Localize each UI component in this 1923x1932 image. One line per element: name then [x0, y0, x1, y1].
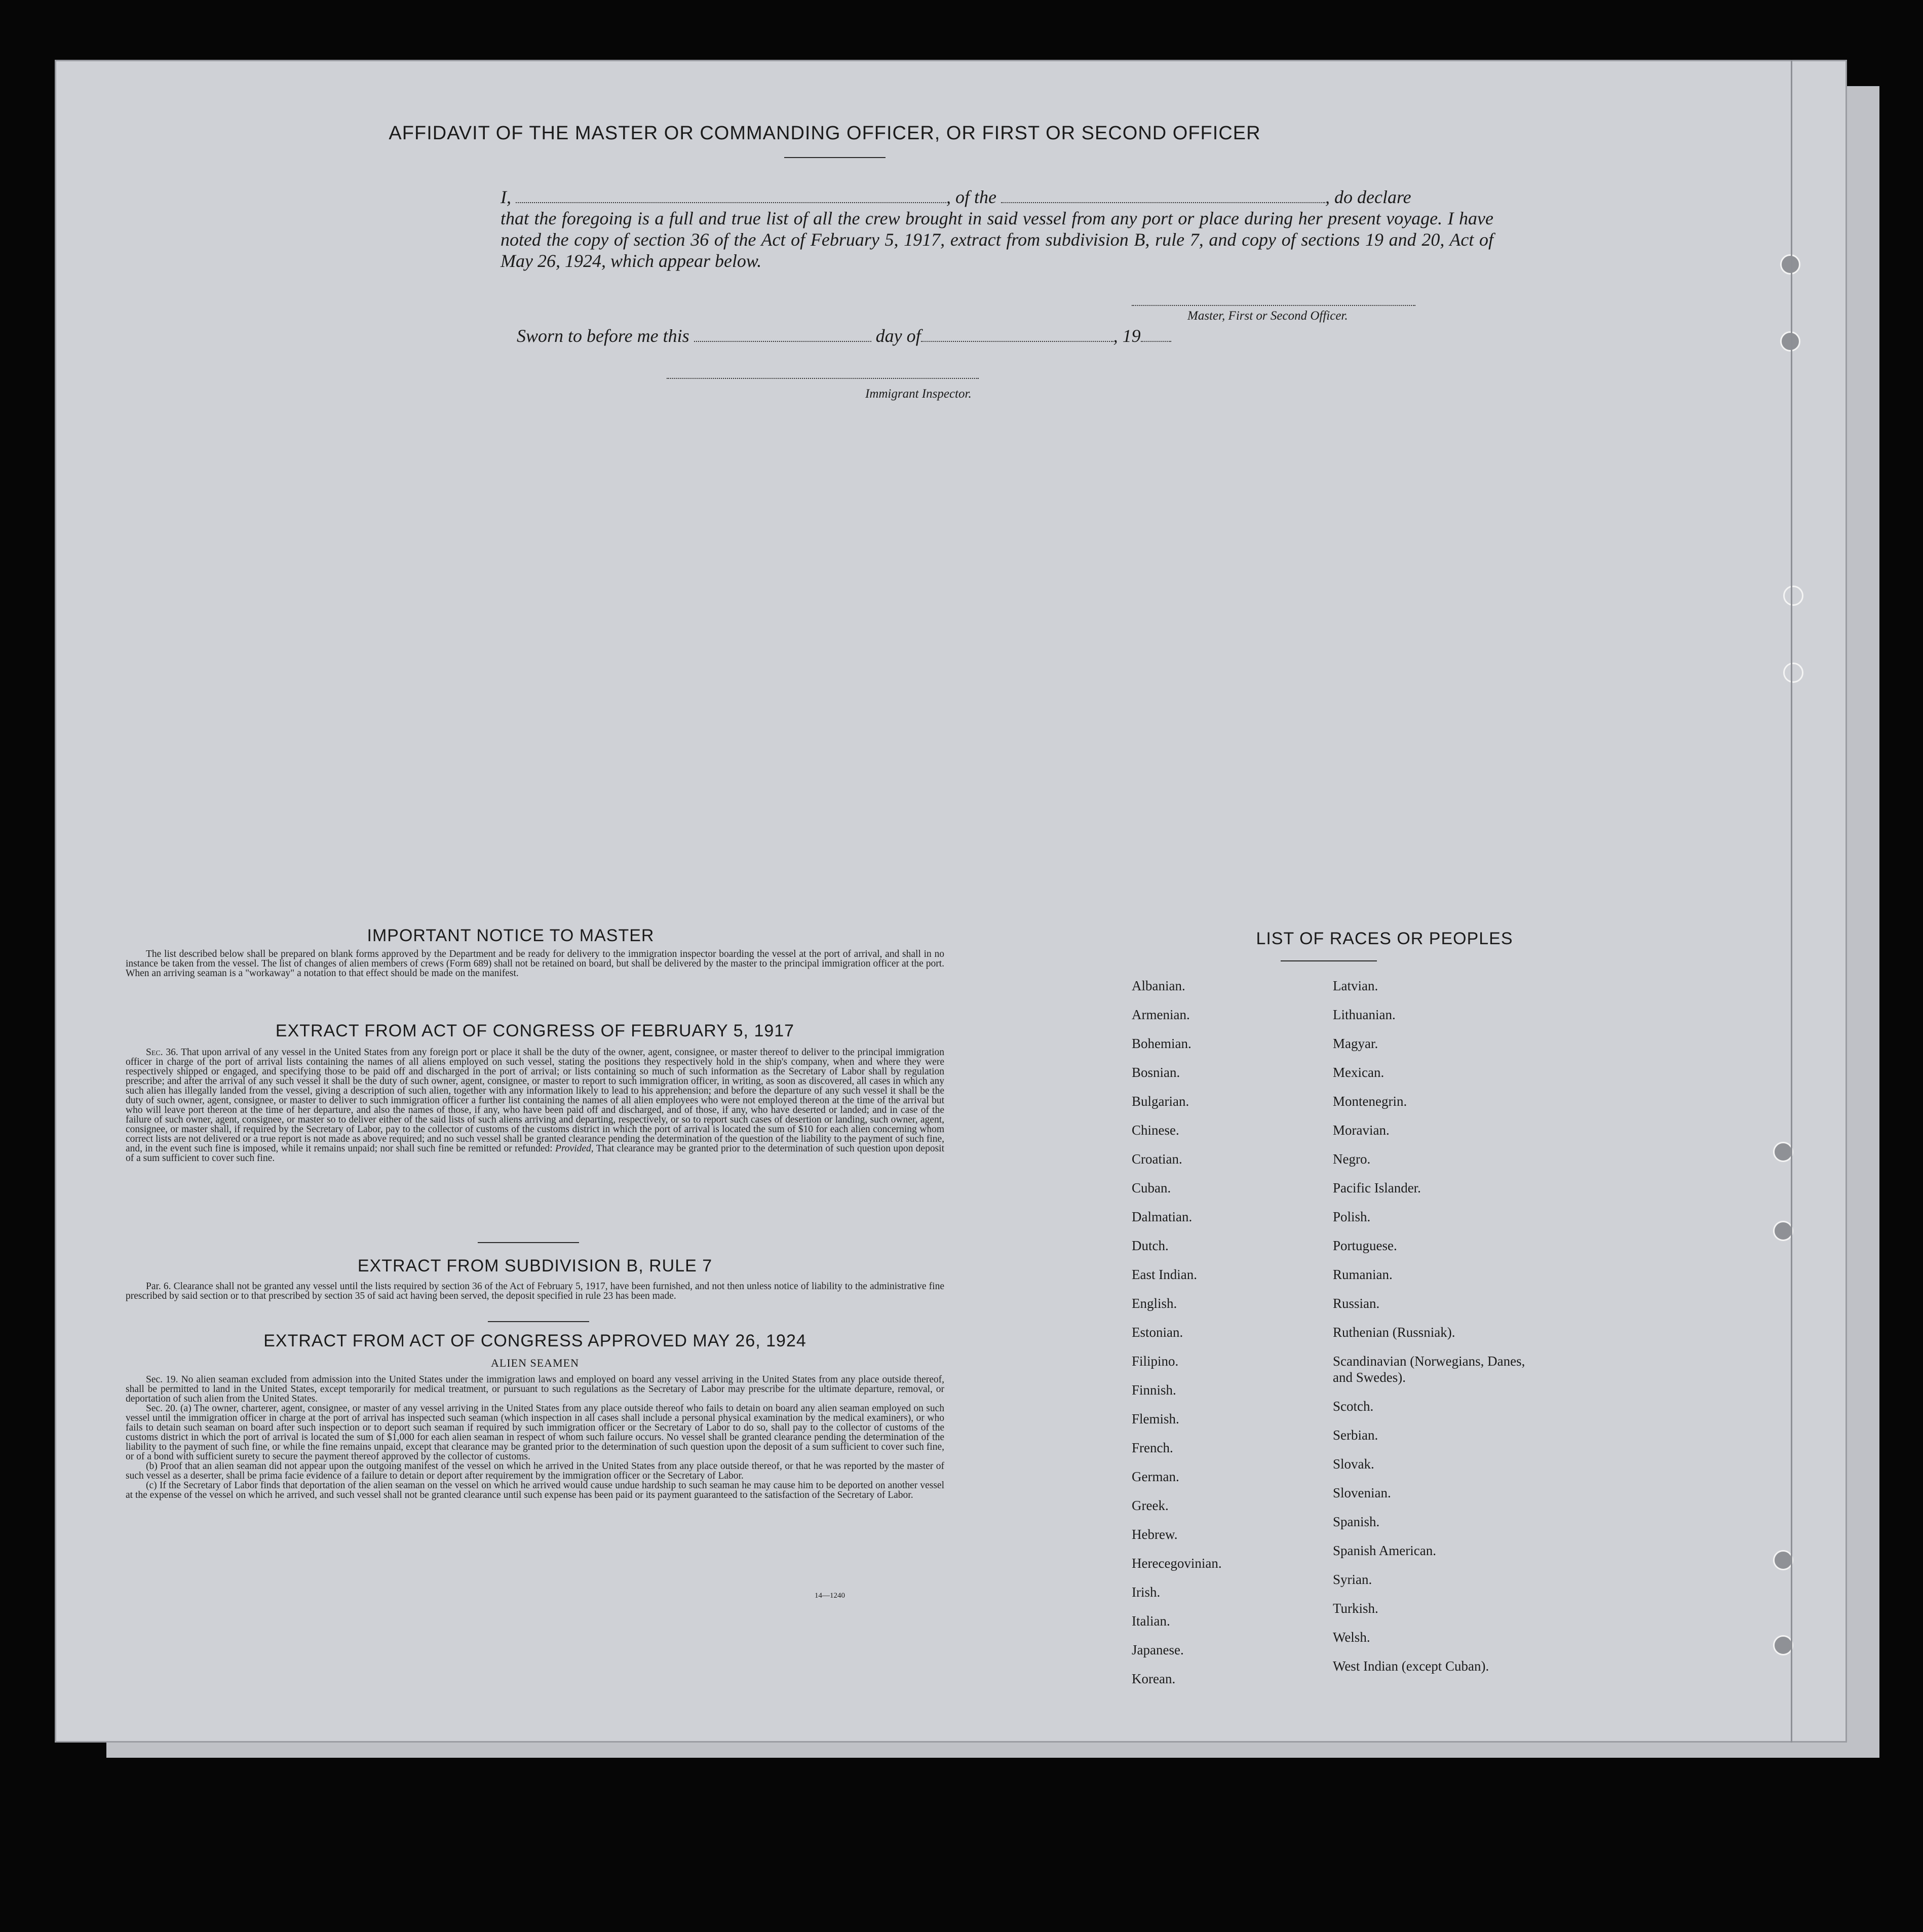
affidavit-body [501, 186, 1493, 272]
affidavit-title: AFFIDAVIT OF THE MASTER OR COMMANDING OFFICER, OR FIRST OR SECOND OFFICER [389, 123, 1261, 144]
sworn-day-field[interactable] [694, 329, 871, 342]
race-item: Slovak. [1333, 1456, 1374, 1472]
race-item: Pacific Islander. [1333, 1180, 1421, 1195]
notice-paragraph: The list described below shall be prepared on blank forms approved by the Department and be ready for delivery to the immigration inspector boarding the vessel at the port of arrival, and shall in no instance be taken from the vessel. The list of changes of alien members of crews (Form 689) shall not be retained on board, but shall be delivered by the master to the principal immigration officer at the port. When an arriving seaman is a "workaway" a notation to that effect should be made on the manifest. [126, 949, 944, 979]
race-item: Croatian. [1132, 1151, 1182, 1167]
race-item: Latvian. [1333, 978, 1378, 993]
master-signature-line[interactable] [1132, 305, 1415, 307]
notice-text [126, 949, 944, 978]
race-item: Montenegrin. [1333, 1094, 1407, 1109]
extract-rule7-text [126, 1282, 944, 1301]
day-of-label: day of [875, 326, 921, 346]
race-item: Spanish. [1333, 1514, 1380, 1529]
race-item: French. [1132, 1440, 1173, 1455]
sec36-text-end: That clearance may be granted prior to the determination of such question upon deposit of a sum sufficient to cover such fine. [126, 1143, 945, 1164]
sec20b-text: Proof that an alien seaman did not appear upon the outgoing manifest of the vessel on which he arrived in the United States from any place outside thereof, or that he was reported by the master of such vessel as a deserter, shall be prima facie evidence of a failure to detain or deport after requirement by the immigration officer or the Secretary of Labor. [126, 1461, 945, 1481]
race-item: Scotch. [1333, 1399, 1374, 1414]
name-field[interactable] [516, 190, 946, 203]
title-rule [784, 157, 886, 158]
race-item: Negro. [1333, 1151, 1371, 1167]
race-item: Greek. [1132, 1498, 1169, 1513]
races-title: LIST OF RACES OR PEOPLES [1256, 929, 1513, 948]
races-left-column [1132, 972, 1314, 1693]
race-item: Turkish. [1333, 1601, 1378, 1616]
race-item: Rumanian. [1333, 1267, 1393, 1282]
sec36-text: That upon arrival of any vessel in the United States from any foreign port or place it shall be the duty of the owner, agent, consignee, or master thereof to deliver to the principal immigration officer in charge of the port of arrival lists containing the names of all aliens employed on such vessel, stating the positions they respectively hold in the ship's company, when and where they were respectively shipped or engaged, and specifying those to be paid off and discharged in the port of arrival; or lists containing so much of such information as the Secretary of Labor shall by regulation prescribe; and after the arrival of any such vessel it shall be the duty of such owner, agent, consignee, or master to report to such immigration officer, in writing, as soon as discovered, all cases in which any such alien has illegally landed from the vessel, giving a description of such alien, together with any information likely to lead to his apprehension; and before the departure of any such vessel it shall be the duty of such owner, agent, consignee, or master to deliver to such immigration officer a further list containing the names of all alien employees who were not employed thereon at the time of the arrival but who will leave port thereon at the time of her departure, and also the names of those, if any, who have been paid off and discharged, and of those, if any, who have deserted or landed; and in case of the failure of such owner, agent, consignee, or master so to deliver either of the said lists of such aliens arriving and departing, respectively, or so to report such cases of desertion or landing, such owner, agent, consignee, or master shall, if required by the Secretary of Labor, pay to the collector of customs of the customs district in which the port of arrival is located the sum of $10 for each alien concerning whom correct lists are not delivered or a true report is not made as above required; and no such vessel shall be granted clearance pending the determination of the question of the liability to the payment of such fine, and, in the event such fine is imposed, while it remains unpaid; nor shall such fine be remitted or refunded: [126, 1047, 944, 1154]
races-rule [1281, 960, 1377, 961]
sec19-text: No alien seaman excluded from admission into the United States under the immigration laws and employed on board any vessel arriving in the United States from any place outside thereof, shall be permitted to land in the United States, except temporarily for medical treatment, or pursuant to such regulations as the Secretary of Labor may prescribe for the ultimate departure, removal, or deportation of such alien from the United States. [126, 1374, 945, 1404]
race-item: Irish. [1132, 1585, 1161, 1600]
sec20a-label: Sec. 20. (a) [146, 1403, 191, 1414]
race-item: Armenian. [1132, 1007, 1190, 1022]
race-item: Polish. [1333, 1209, 1371, 1224]
do-declare-label: , do declare [1325, 187, 1411, 207]
document-page [55, 60, 1847, 1743]
punch-hole [1783, 586, 1803, 606]
affidavit-first-line [501, 186, 1493, 208]
par6-label: Par. 6. [146, 1281, 171, 1292]
extract-rule7-title: EXTRACT FROM SUBDIVISION B, RULE 7 [357, 1256, 713, 1276]
race-item: Herecegovinian. [1132, 1556, 1222, 1571]
race-item: Dutch. [1132, 1238, 1169, 1253]
year-prefix-label: , 19 [1113, 326, 1141, 346]
sec20a-text: The owner, charterer, agent, consignee, or master of any vessel arriving in the United States from any place outside thereof who fails to detain on board any alien seaman employed on such vessel until the immigration officer in charge at the port of arrival has inspected such seaman (which inspection in all cases shall include a personal physical examination by the medical examiners), or who fails to detain such seaman on board after such inspection or to deport such seaman if required by such immigration officer or the Secretary of Labor to do so, shall pay to the collector of customs of the customs district in which the port of arrival is located the sum of $1,000 for each alien seaman in respect of whom such failure occurs. No vessel shall be granted clearance pending the determination of the liability to the payment of such fine, or while the fine remains unpaid, except that clearance may be granted prior to the determination of such question upon the deposit of a sum sufficient to cover such fine, or of a bond with sufficient surety to secure the payment thereof approved by the collector of customs. [126, 1403, 944, 1462]
alien-seamen-subtitle: ALIEN SEAMEN [491, 1357, 579, 1369]
punch-hole [1780, 254, 1800, 275]
punch-hole [1780, 331, 1800, 352]
race-item: Estonian. [1132, 1325, 1183, 1340]
sworn-year-field[interactable] [1141, 329, 1171, 342]
race-item: East Indian. [1132, 1267, 1197, 1282]
race-item: Dalmatian. [1132, 1209, 1193, 1224]
race-item: Bulgarian. [1132, 1094, 1189, 1109]
par6-text: Clearance shall not be granted any vessel until the lists required by section 36 of the Act of February 5, 1917, have been furnished, and not then unless notice of liability to the administrative fine prescribed by said section or to that prescribed by section 35 of said act having been served, the deposit specified in rule 23 has been made. [126, 1281, 944, 1301]
vessel-field[interactable] [1001, 190, 1325, 203]
race-item: Slovenian. [1333, 1485, 1391, 1500]
extract-1917-text [126, 1048, 944, 1163]
race-item: Scandinavian (Norwegians, Danes, and Swedes). [1333, 1354, 1525, 1385]
inspector-label: Immigrant Inspector. [865, 387, 972, 401]
rule-1917 [478, 1242, 579, 1243]
punch-hole [1783, 663, 1803, 683]
race-item: Lithuanian. [1333, 1007, 1396, 1022]
sec19-label: Sec. 19. [146, 1374, 178, 1385]
race-item: Welsh. [1333, 1630, 1370, 1645]
race-item: Syrian. [1333, 1572, 1372, 1587]
punch-hole [1773, 1142, 1793, 1162]
race-item: Korean. [1132, 1671, 1176, 1686]
race-item: Bosnian. [1132, 1065, 1180, 1080]
inspector-signature-line[interactable] [667, 378, 979, 380]
provided-label: Provided, [555, 1143, 594, 1154]
race-item: German. [1132, 1469, 1179, 1484]
extract-1924-title: EXTRACT FROM ACT OF CONGRESS APPROVED MAY 26, 1924 [263, 1331, 806, 1350]
race-item: Serbian. [1333, 1427, 1378, 1443]
i-label: I, [501, 187, 511, 207]
race-item: Magyar. [1333, 1036, 1378, 1051]
extract-1924-text [126, 1375, 944, 1500]
notice-title: IMPORTANT NOTICE TO MASTER [367, 926, 655, 945]
race-item: Ruthenian (Russniak). [1333, 1325, 1455, 1340]
race-item: West Indian (except Cuban). [1333, 1658, 1489, 1674]
race-item: Spanish American. [1333, 1543, 1436, 1558]
punch-hole [1773, 1221, 1793, 1241]
sworn-month-field[interactable] [921, 329, 1113, 342]
race-item: English. [1132, 1296, 1177, 1311]
race-item: Bohemian. [1132, 1036, 1191, 1051]
race-item: Flemish. [1132, 1411, 1179, 1426]
race-item: Mexican. [1333, 1065, 1384, 1080]
sec36-label: Sec. 36. [146, 1047, 178, 1058]
races-right-column [1333, 972, 1535, 1681]
race-item: Italian. [1132, 1613, 1170, 1629]
of-the-label: , of the [946, 187, 996, 207]
form-number: 14—1240 [815, 1592, 845, 1600]
punch-hole [1773, 1550, 1793, 1570]
sworn-label: Sworn to before me this [517, 326, 689, 346]
rule-rule7 [488, 1321, 589, 1322]
race-item: Albanian. [1132, 978, 1185, 993]
sec20b-label: (b) [146, 1461, 158, 1472]
race-item: Russian. [1333, 1296, 1380, 1311]
extract-1917-title: EXTRACT FROM ACT OF CONGRESS OF FEBRUARY 5, 1917 [275, 1021, 795, 1040]
race-item: Hebrew. [1132, 1527, 1178, 1542]
sec20c-text: If the Secretary of Labor finds that deportation of the alien seaman on the vessel on which he arrived would cause undue hardship to such seaman he may cause him to be deported on another vessel at the expense of the vessel on which he arrived, and such vessel shall not be granted clearance until such expense has been paid or its payment guaranteed to the satisfaction of the Secretary of Labor. [126, 1480, 944, 1500]
race-item: Finnish. [1132, 1382, 1176, 1398]
sec20c-label: (c) [146, 1480, 157, 1491]
race-item: Portuguese. [1333, 1238, 1397, 1253]
sworn-line [517, 325, 1171, 346]
race-item: Chinese. [1132, 1123, 1179, 1138]
affidavit-text: that the foregoing is a full and true list of all the crew brought in said vessel from any port or place during her present voyage. I have noted the copy of section 36 of the Act of February 5, 1917, extract from subdivision B, rule 7, and copy of sections 19 and 20, Act of May 26, 1924, which appear below. [501, 208, 1493, 271]
master-label: Master, First or Second Officer. [1187, 309, 1348, 323]
race-item: Japanese. [1132, 1642, 1184, 1657]
race-item: Filipino. [1132, 1354, 1179, 1369]
punch-hole [1773, 1635, 1793, 1655]
race-item: Cuban. [1132, 1180, 1171, 1195]
race-item: Moravian. [1333, 1123, 1390, 1138]
